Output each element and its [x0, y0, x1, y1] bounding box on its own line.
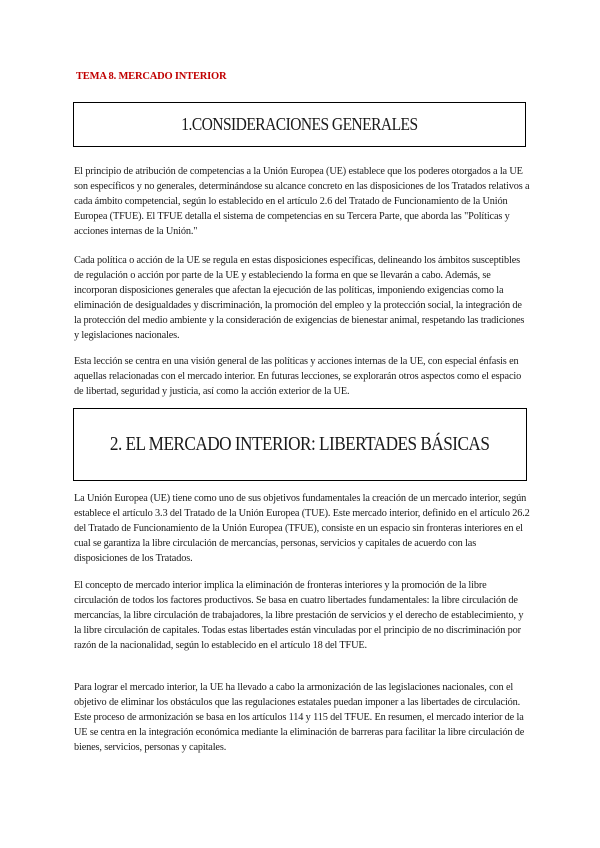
- section-heading-2: 2. EL MERCADO INTERIOR: LIBERTADES BÁSICAS: [110, 433, 490, 455]
- section-heading-box-1: [73, 102, 526, 147]
- paragraph-1-3: Esta lección se centra en una visión general de las políticas y acciones internas de la UE, con especial énfasis en aquellas relacionadas con el mercado interior. En futuras lecciones, se explorarán otros aspectos como el espacio de libertad, seguridad y justicia, así como la acción exterior de la UE.: [74, 356, 522, 397]
- paragraph-2-3: Para lograr el mercado interior, la UE ha llevado a cabo la armonización de las legislaciones nacionales, con el objetivo de eliminar los obstáculos que las regulaciones estatales puedan imponer a las libertades de circulación. Este proceso de armonización se basa en los artículos 114 y 115 del TFUE. En resumen, el mercado interior de la UE se centra en la integración económica mediante la eliminación de barreras para facilitar la libre circulación de bienes, servicios, personas y capitales.: [74, 682, 525, 753]
- section-heading-box-2: [73, 408, 527, 481]
- document-title: TEMA 8. MERCADO INTERIOR: [76, 71, 227, 82]
- paragraph-2-2: El concepto de mercado interior implica la eliminación de fronteras interiores y la promoción de la libre circulación de todos los factores productivos. Se basa en cuatro libertades fundamentales: la libre circulación de mercancías, la libre circulación de trabajadores, la libre prestación de servicios y el derecho de establecimiento, y la libre circulación de capitales. Todas estas libertades están vinculadas por el principio de no discriminación por razón de la nacionalidad, según lo establecido en el artículo 18 del TFUE.: [74, 580, 524, 651]
- paragraph-2-1: La Unión Europea (UE) tiene como uno de sus objetivos fundamentales la creación de un mercado interior, según establece el artículo 3.3 del Tratado de la Unión Europea (TUE). Este mercado interior, definido en el artículo 26.2 del Tratado de Funcionamiento de la Unión Europea (TFUE), consiste en un espacio sin fronteras interiores en el cual se garantiza la libre circulación de mercancías, personas, servicios y capitales de acuerdo con las disposiciones de los Tratados.: [74, 493, 530, 564]
- paragraph-1-2: Cada política o acción de la UE se regula en estas disposiciones específicas, delineando los ámbitos susceptibles de regulación o acción por parte de la UE y estableciendo la forma en que se llevarán a cabo. Además, se incorporan disposiciones generales que afectan la ejecución de las políticas, imponiendo exigencias como la eliminación de desigualdades y discriminación, la promoción del empleo y la protección social, la integración de la protección del medio ambiente y la consideración de exigencias de bienestar animal, respetando las tradiciones y legislaciones nacionales.: [74, 255, 525, 341]
- section-heading-1: 1.CONSIDERACIONES GENERALES: [181, 114, 418, 134]
- paragraph-1-1: El principio de atribución de competencias a la Unión Europea (UE) establece que los poderes otorgados a la UE son específicos y no generales, determinándose su alcance concreto en las disposiciones de los Tratados relativos a cada ámbito competencial, según lo establecido en el artículo 2.6 del Tratado de Funcionamiento de la Unión Europea (TFUE). El TFUE detalla el sistema de competencias en su Tercera Parte, que aborda las "Políticas y acciones internas de la Unión.": [74, 166, 530, 237]
